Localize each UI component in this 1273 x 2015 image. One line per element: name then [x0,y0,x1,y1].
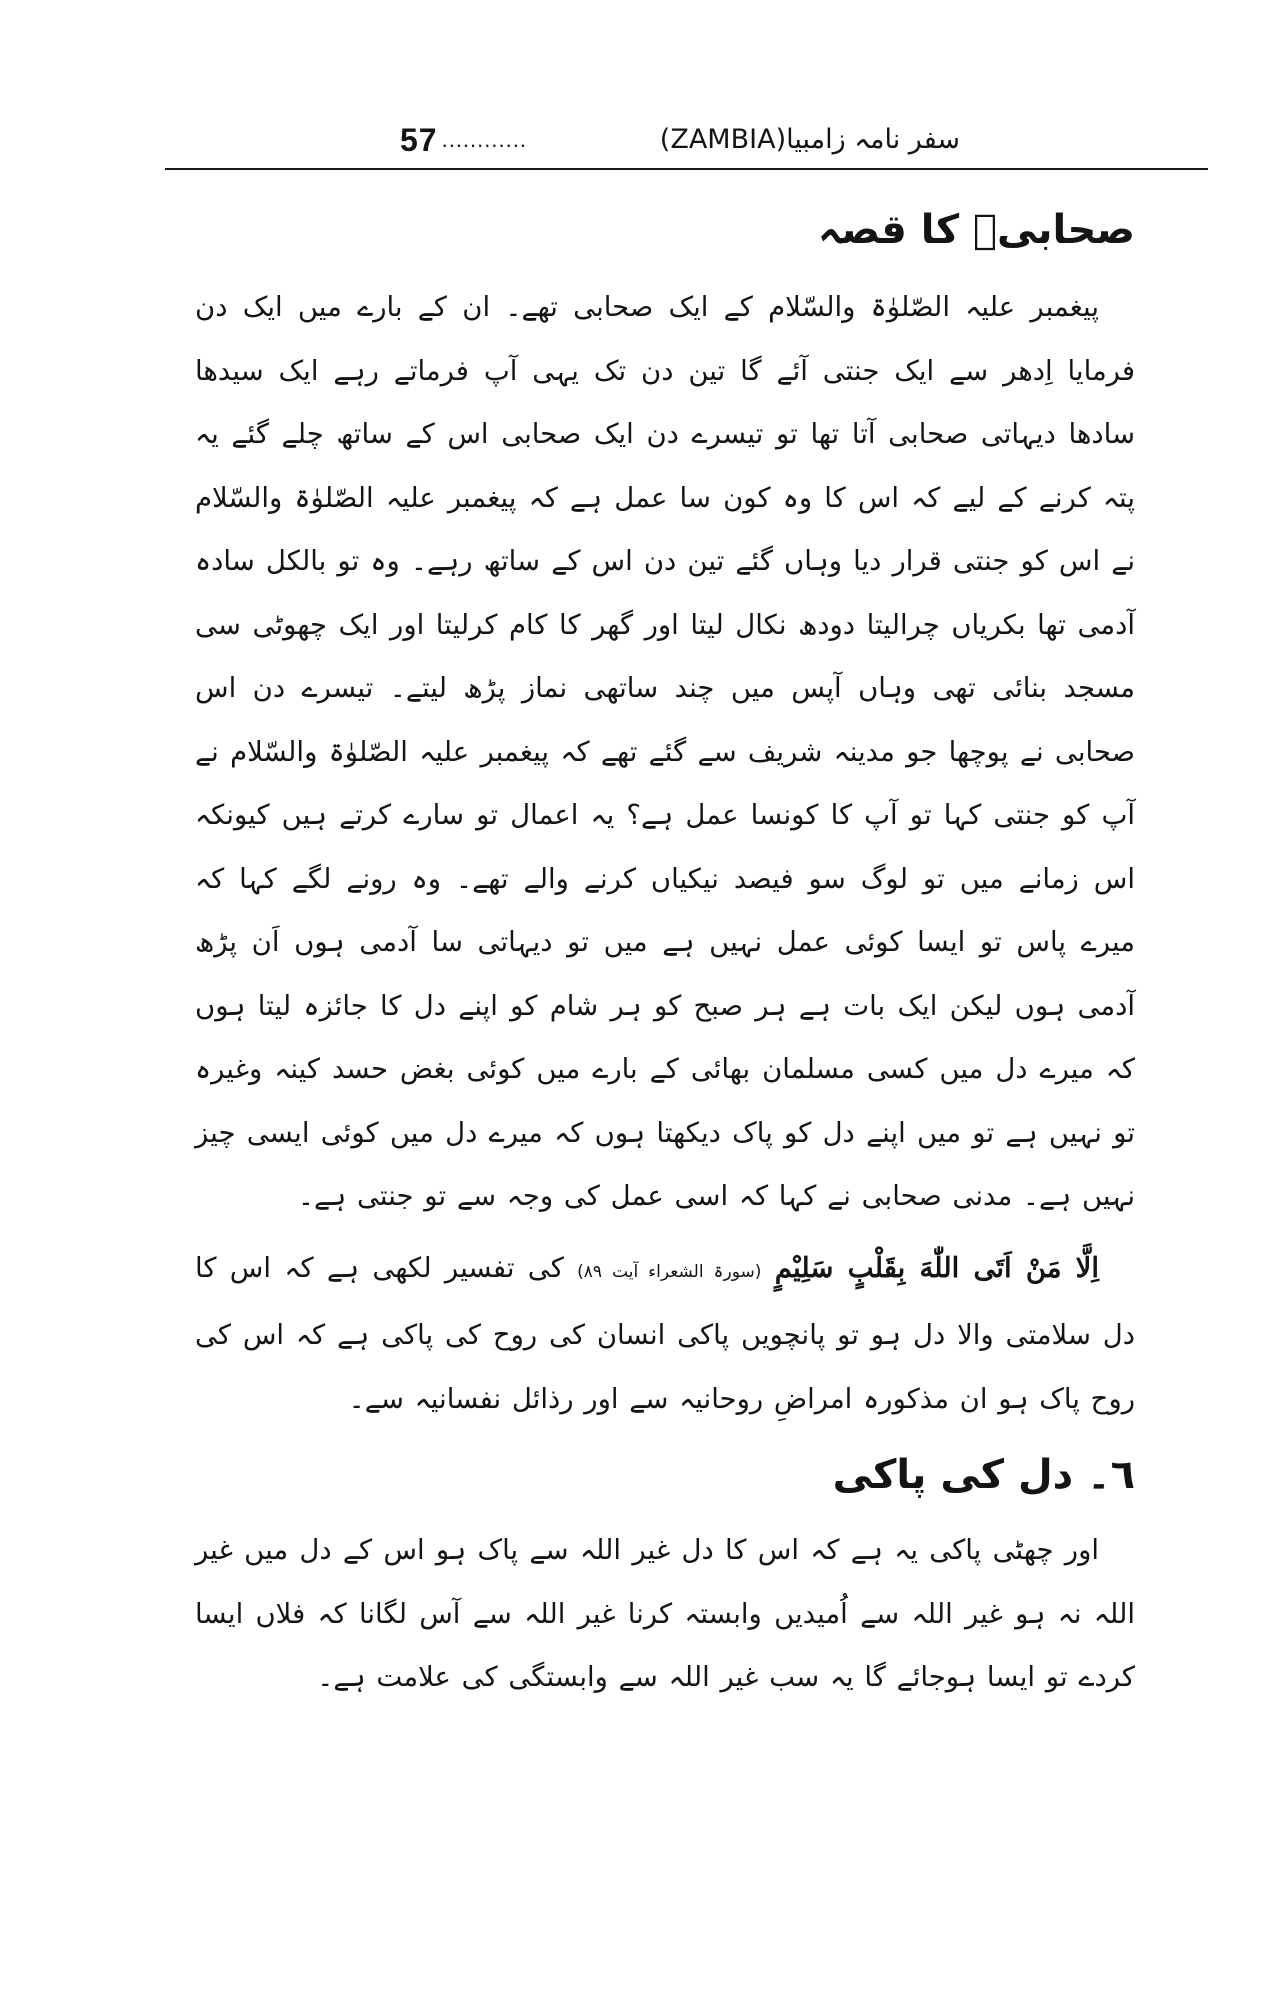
page-content [195,190,1135,1710]
page-number: 57 [400,122,438,158]
header-rule [165,168,1208,170]
commentary-text: کی تفسیر لکھی ہے کہ اس کا دل سلامتی والا دل ہو تو پانچویں پاکی انسان کی روح کی پاکی ہے کہ اس کی روح پاک ہو ان مذکورہ امراضِ روحانیہ سے اور رذائل نفسانیہ سے۔ [195,1251,1135,1415]
section-heading-sahabi-story: صحابیؓ کا قصہ [817,207,1135,253]
section-heading-heart-purity: ٦۔ دل کی پاکی [832,1452,1135,1498]
heart-purity-paragraph: اور چھٹی پاکی یہ ہے کہ اس کا دل غیر اللہ سے پاک ہو اس کے دل میں غیر اللہ نہ ہو غیر اللہ سے اُمیدیں وابستہ کرنا غیر اللہ سے آس لگانا کہ فلاں ایسا کردے تو ایسا ہوجائے گا یہ سب غیر اللہ سے وابستگی کی علامت ہے۔ [195,1534,1135,1693]
quranic-verse: اِلَّا مَنْ اَتَى اللّٰهَ بِقَلْبٍ سَلِيْمٍ [774,1251,1099,1284]
verse-reference: (سورۃ الشعراء آیت ۸۹) [577,1261,762,1282]
verse-commentary-paragraph [195,1237,1135,1432]
running-header [400,110,960,160]
leader-dots: ............ [441,127,527,152]
book-title: سفر نامہ زامبیا(ZAMBIA) [659,124,960,155]
story-paragraph: پیغمبر علیہ الصّلوٰۃ والسّلام کے ایک صحابی تھے۔ ان کے بارے میں ایک دن فرمایا اِدھر سے ایک جنتی آئے گا تین دن تک یہی آپ فرماتے رہے ایک سیدھا سادھا دیہاتی صحابی آتا تھا تو تیسرے دن ایک صحابی اس کے ساتھ چلے گئے یہ پتہ کرنے کے لیے کہ اس کا وہ کون سا عمل ہے کہ پیغمبر علیہ الصّلوٰۃ والسّلام نے اس کو جنتی قرار دیا وہاں گئے تین دن اس کے ساتھ رہے۔ وہ تو بالکل سادہ آدمی تھا بکریاں چرالیتا دودھ نکال لیتا اور گھر کا کام کرلیتا اور ایک چھوٹی سی مسجد بنائی تھی وہاں آپس میں چند ساتھی نماز پڑھ لیتے۔ تیسرے دن اس صحابی نے پوچھا جو مدینہ شریف سے گئے تھے کہ پیغمبر علیہ الصّلوٰۃ والسّلام نے آپ کو جنتی کہا تو آپ کا کونسا عمل ہے؟ یہ اعمال تو سارے کرتے ہیں کیونکہ اس زمانے میں تو لوگ سو فیصد نیکیاں کرنے والے تھے۔ وہ رونے لگے کہا کہ میرے پاس تو ایسا کوئی عمل نہیں ہے میں تو دیہاتی سا آدمی ہوں اَن پڑھ آدمی ہوں لیکن ایک بات ہے ہر صبح کو ہر شام کو اپنے دل کا جائزہ لیتا ہوں کہ میرے دل میں کسی مسلمان بھائی کے بارے میں کوئی بغض حسد کینہ وغیرہ تو نہیں ہے تو میں اپنے دل کو پاک دیکھتا ہوں کہ میرے دل میں کوئی ایسی چیز نہیں ہے۔ مدنی صحابی نے کہا کہ اسی عمل کی وجہ سے تو جنتی ہے۔ [195,291,1135,1212]
